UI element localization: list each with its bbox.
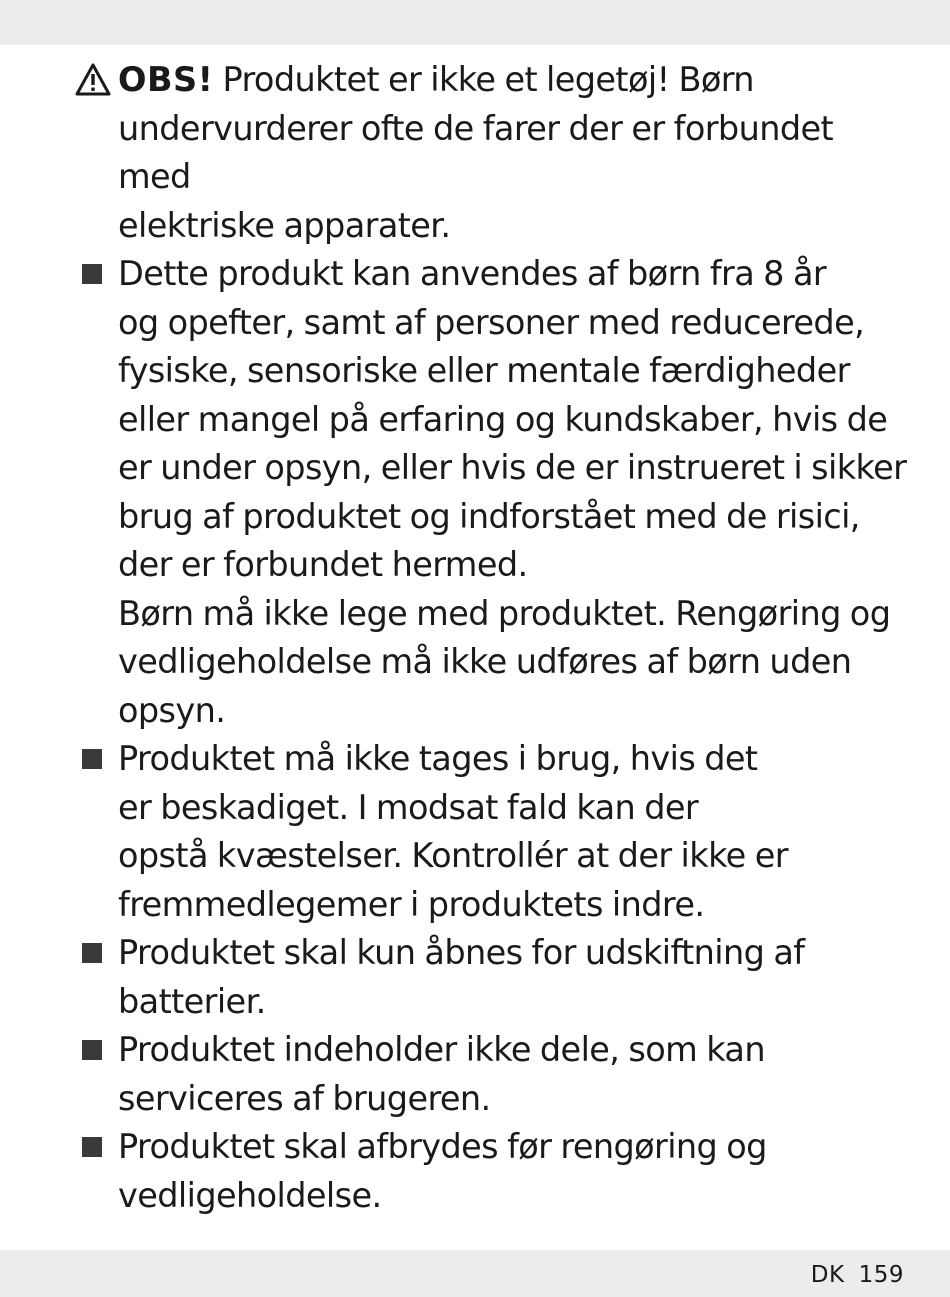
- warning-item: [74, 56, 914, 250]
- item-paragraph: Produktet indeholder ikke dele, som kan serviceres af brugeren.: [118, 1030, 765, 1118]
- safety-instructions: [74, 56, 914, 1220]
- list-item: [74, 1026, 914, 1123]
- top-margin-band: [0, 0, 950, 45]
- page-footer: [811, 1262, 904, 1288]
- square-bullet-icon: [82, 943, 102, 963]
- list-item: [74, 735, 914, 929]
- item-paragraph: Produktet skal kun åbnes for udskiftning af batterier.: [118, 933, 805, 1021]
- square-bullet-icon: [82, 264, 102, 284]
- warning-label: OBS!: [118, 60, 214, 99]
- square-bullet-icon: [82, 1040, 102, 1060]
- language-code: DK: [810, 1262, 845, 1288]
- warning-paragraph: [118, 56, 914, 250]
- bottom-margin-band: [0, 1250, 950, 1297]
- item-paragraph: Børn må ikke lege med produktet. Rengøring og vedligeholdelse må ikke udføres af børn uden opsyn.: [118, 593, 891, 730]
- warning-text-first: Produktet er ikke et legetøj! Børn: [213, 60, 754, 99]
- warning-triangle-icon: [74, 62, 112, 98]
- item-paragraph: Dette produkt kan anvendes af børn fra 8 år og opefter, samt af personer med reducerede, fysiske, sensoriske eller mentale færdigheder eller mangel på erfaring og kundskaber, hvis de er under opsyn, eller hvis de er instrueret i sikker brug af produktet og indforstået med de risici, der er forbundet hermed.: [118, 254, 907, 584]
- list-item: [74, 1123, 914, 1220]
- warning-text-rest: undervurderer ofte de farer der er forbundet med elektriske apparater.: [118, 108, 834, 245]
- item-paragraph: Produktet skal afbrydes før rengøring og vedligeholdelse.: [118, 1127, 767, 1215]
- list-item: [74, 250, 914, 735]
- square-bullet-icon: [82, 1137, 102, 1157]
- page-number: 159: [858, 1262, 904, 1288]
- square-bullet-icon: [82, 749, 102, 769]
- list-item: [74, 929, 914, 1026]
- item-paragraph: Produktet må ikke tages i brug, hvis det er beskadiget. I modsat fald kan der opstå kvæstelser. Kontrollér at der ikke er fremmedlegemer i produktets indre.: [118, 739, 788, 924]
